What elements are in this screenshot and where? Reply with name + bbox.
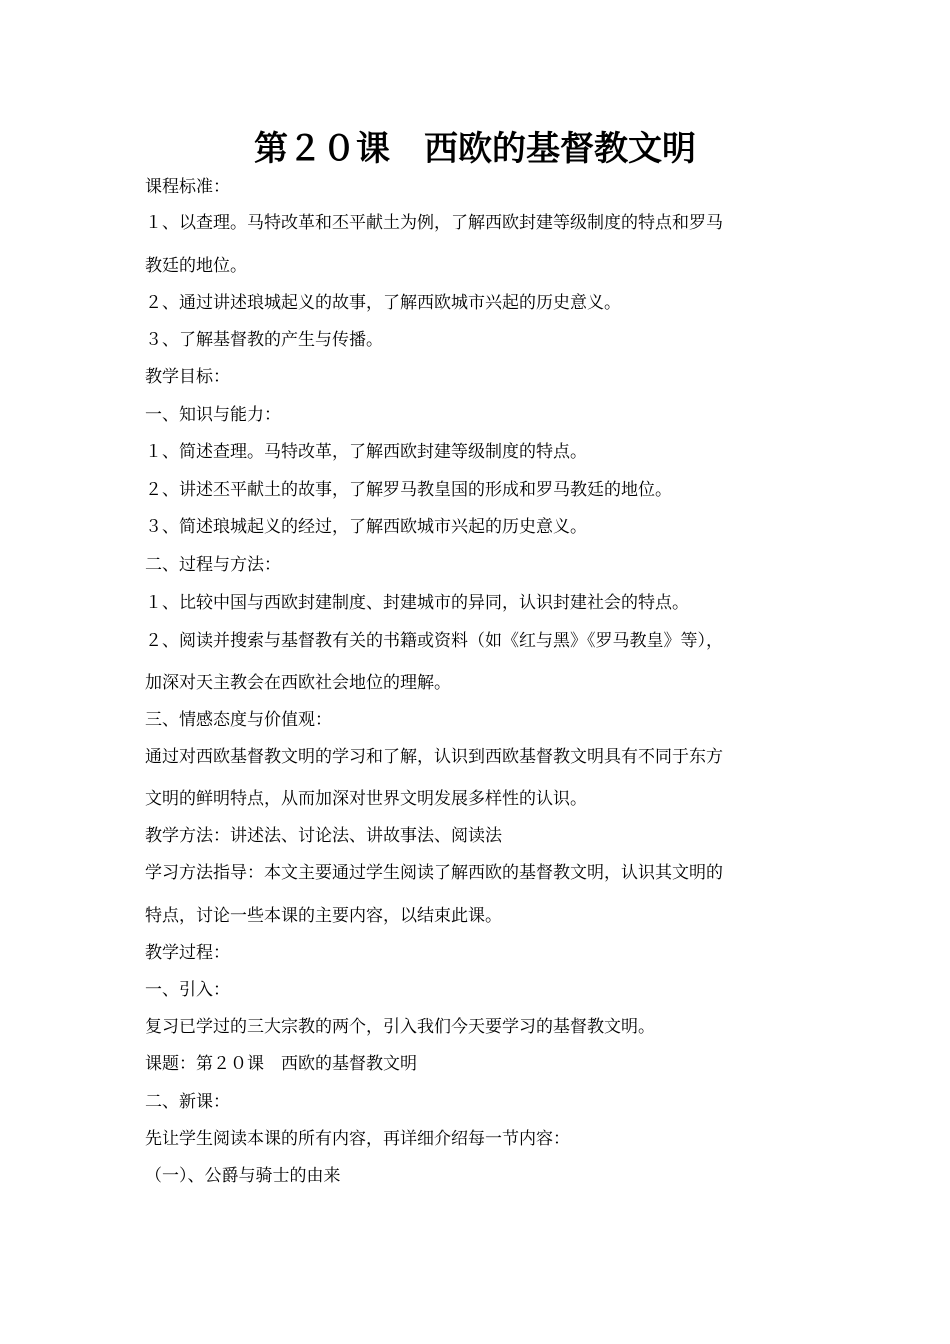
teaching-methods: 教学方法：讲述法、讨论法、讲故事法、阅读法 <box>145 826 502 846</box>
study-guidance: 学习方法指导：本文主要通过学生阅读了解西欧的基督教文明，认识其文明的 <box>145 863 723 883</box>
method-item-2-cont: 加深对天主教会在西欧社会地位的理解。 <box>145 673 451 693</box>
document-title: 第２０课 西欧的基督教文明 <box>254 129 696 169</box>
standard-item-1: １、以查理。马特改革和丕平献土为例，了解西欧封建等级制度的特点和罗马 <box>145 213 723 233</box>
method-item-2: ２、阅读并搜索与基督教有关的书籍或资料（如《红与黑》《罗马教皇》等）， <box>145 631 723 651</box>
introduction-text: 复习已学过的三大宗教的两个，引入我们今天要学习的基督教文明。 <box>145 1017 655 1037</box>
lesson-topic: 课题：第２０课 西欧的基督教文明 <box>145 1054 417 1074</box>
subheading-introduction: 一、引入： <box>145 980 230 1000</box>
goal-item-3: ３、简述琅城起义的经过，了解西欧城市兴起的历史意义。 <box>145 517 587 537</box>
subheading-process-method: 二、过程与方法： <box>145 555 281 575</box>
subheading-emotion-values: 三、情感态度与价值观： <box>145 710 332 730</box>
section-heading-curriculum-standards: 课程标准： <box>145 177 230 197</box>
method-item-1: １、比较中国与西欧封建制度、封建城市的异同，认识封建社会的特点。 <box>145 593 689 613</box>
emotion-paragraph-cont: 文明的鲜明特点，从而加深对世界文明发展多样性的认识。 <box>145 789 587 809</box>
standard-item-1-cont: 教廷的地位。 <box>145 256 247 276</box>
section-1-heading: （一）、公爵与骑士的由来 <box>145 1166 341 1186</box>
section-heading-teaching-goals: 教学目标： <box>145 367 230 387</box>
standard-item-3: ３、了解基督教的产生与传播。 <box>145 330 383 350</box>
new-lesson-text: 先让学生阅读本课的所有内容，再详细介绍每一节内容： <box>145 1129 570 1149</box>
goal-item-2: ２、讲述丕平献土的故事，了解罗马教皇国的形成和罗马教廷的地位。 <box>145 480 672 500</box>
goal-item-1: １、简述查理。马特改革，了解西欧封建等级制度的特点。 <box>145 442 587 462</box>
section-heading-teaching-process: 教学过程： <box>145 943 230 963</box>
subheading-new-lesson: 二、新课： <box>145 1092 230 1112</box>
emotion-paragraph: 通过对西欧基督教文明的学习和了解，认识到西欧基督教文明具有不同于东方 <box>145 747 723 767</box>
study-guidance-cont: 特点，讨论一些本课的主要内容，以结束此课。 <box>145 906 502 926</box>
subheading-knowledge-ability: 一、知识与能力： <box>145 405 281 425</box>
standard-item-2: ２、通过讲述琅城起义的故事，了解西欧城市兴起的历史意义。 <box>145 293 621 313</box>
